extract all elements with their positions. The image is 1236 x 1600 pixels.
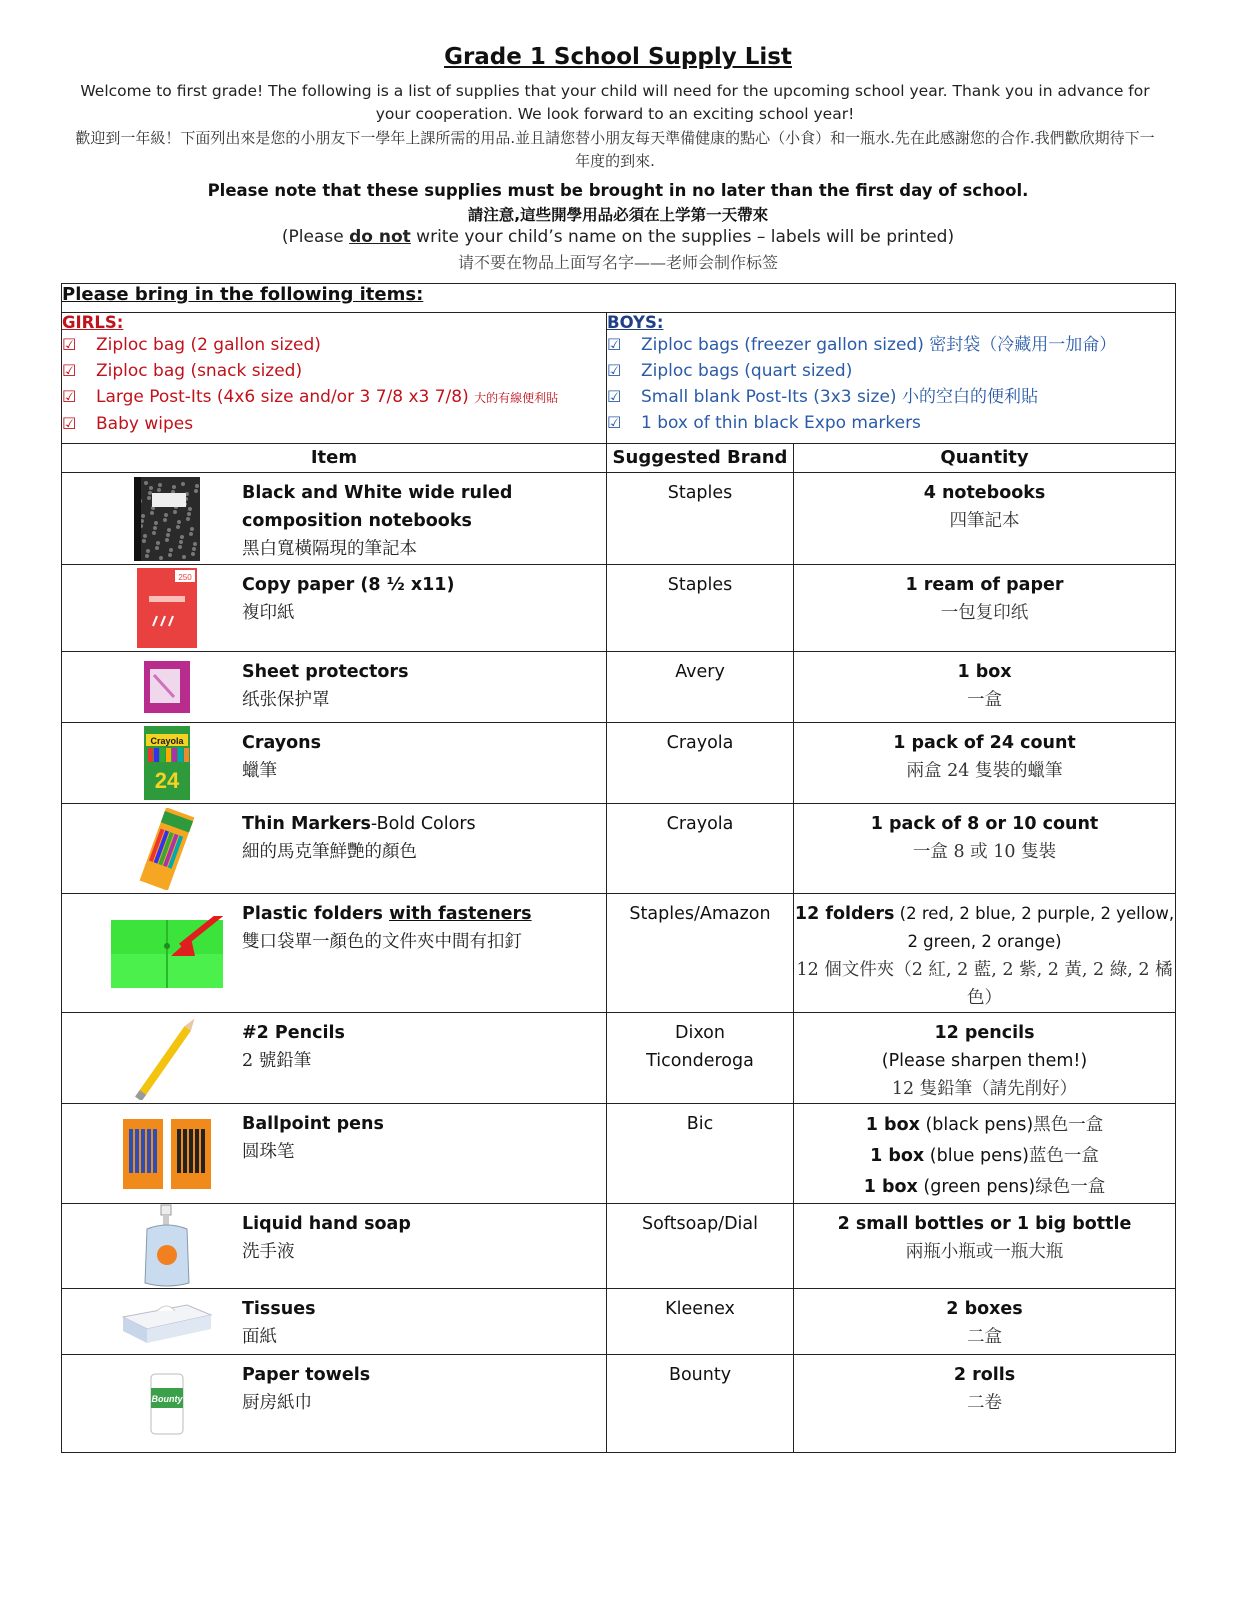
brand-cell — [607, 473, 794, 565]
item-name-en — [242, 1110, 606, 1138]
girls-item — [62, 358, 606, 384]
item-name-en — [242, 810, 606, 838]
quantity-amount: 1 box — [865, 1115, 920, 1135]
item-cell — [62, 565, 607, 652]
labels-note — [0, 227, 1236, 247]
item-name-zh: 纸张保护罩 — [242, 690, 330, 710]
quantity-detail: (green pens) — [917, 1177, 1036, 1197]
item-text — [242, 1104, 606, 1166]
table-row — [62, 1013, 1176, 1104]
quantity-amount: 1 pack of 24 count — [893, 733, 1076, 753]
item-name-zh: 面紙 — [242, 1327, 277, 1347]
quantity-cell — [794, 1104, 1176, 1204]
quantity-detail-zh: 绿色一盒 — [1035, 1177, 1106, 1197]
item-cell — [62, 1289, 607, 1355]
quantity-amount: 12 folders — [794, 904, 895, 924]
brand-cell — [607, 1013, 794, 1104]
quantity-detail-zh: 蓝色一盒 — [1028, 1146, 1099, 1166]
quantity-zh: 四筆記本 — [949, 511, 1020, 531]
tissues-icon — [92, 1297, 242, 1347]
table-row — [62, 652, 1176, 723]
quantity-cell — [794, 723, 1176, 804]
girls-title: GIRLS: — [62, 313, 124, 332]
boys-item-label: 1 box of thin black Expo markers — [641, 413, 921, 433]
quantity-main — [794, 810, 1175, 838]
quantity-zh: 一盒 8 或 10 隻裝 — [912, 842, 1057, 862]
item-name: Liquid hand soap — [242, 1214, 411, 1234]
brand-cell — [607, 894, 794, 1013]
table-row — [62, 804, 1176, 894]
item-cell — [62, 1355, 607, 1453]
quantity-cell — [794, 894, 1176, 1013]
checkbox-icon: ☑ — [607, 387, 622, 406]
girls-item-label: Ziploc bag (2 gallon sized) — [96, 335, 321, 355]
item-name: Black and White wide ruled composition notebooks — [242, 483, 513, 531]
girls-item-label: Large Post-Its (4x6 size and/or 3 7/8 x3 7/8) — [96, 387, 469, 407]
item-cell — [62, 723, 607, 804]
item-name-zh: 圆珠笔 — [242, 1142, 295, 1162]
quantity-zh: 二盒 — [967, 1327, 1002, 1347]
girls-item-label-zh: 大的有線便利貼 — [474, 391, 559, 405]
table-row — [62, 1204, 1176, 1289]
quantity-cell — [794, 1355, 1176, 1453]
item-name: #2 Pencils — [242, 1023, 345, 1043]
item-text — [242, 894, 606, 956]
item-name: Ballpoint pens — [242, 1114, 384, 1134]
quantity-line — [794, 1141, 1175, 1172]
table-header: Please bring in the following items: — [62, 284, 1176, 313]
brand-name: Staples — [667, 575, 733, 595]
boys-item-label-zh: 小的空白的便利貼 — [901, 387, 1038, 407]
item-text — [242, 473, 606, 563]
item-text — [242, 565, 606, 627]
boys-item-label: Small blank Post-Its (3x3 size) — [641, 387, 897, 407]
col-brand: Suggested Brand — [607, 444, 794, 473]
quantity-main — [794, 729, 1175, 757]
quantity-zh: 12 個文件夾（2 紅, 2 藍, 2 紫, 2 黃, 2 綠, 2 橘色） — [796, 960, 1173, 1008]
item-name-zh: 複印紙 — [242, 603, 295, 623]
item-text — [242, 1204, 606, 1266]
quantity-amount: 1 box — [870, 1146, 925, 1166]
item-name-en — [242, 1361, 606, 1389]
col-quantity: Quantity — [794, 444, 1176, 473]
item-name-en — [242, 1295, 606, 1323]
item-cell — [62, 1104, 607, 1204]
quantity-amount: 12 pencils — [934, 1023, 1035, 1043]
item-name-en — [242, 479, 606, 535]
checkbox-icon: ☑ — [607, 361, 622, 380]
brand-name-line2: Ticonderoga — [646, 1051, 754, 1071]
girls-item-label: Ziploc bag (snack sized) — [96, 361, 303, 381]
labels-note-zh: 请不要在物品上面写名字——老师会制作标签 — [457, 253, 778, 272]
table-row — [62, 1104, 1176, 1204]
item-text — [242, 1355, 606, 1417]
svg-text:24: 24 — [154, 768, 180, 793]
quantity-detail-zh: 黑色一盒 — [1033, 1115, 1104, 1135]
quantity-amount: 1 ream of paper — [905, 575, 1064, 595]
item-cell — [62, 894, 607, 1013]
quantity-amount: 2 rolls — [953, 1365, 1016, 1385]
girls-item — [62, 384, 606, 411]
table-row — [62, 565, 1176, 652]
labels-note-post: write your child’s name on the supplies – labels will be printed) — [410, 227, 955, 247]
quantity-cell — [794, 1204, 1176, 1289]
quantity-detail: (blue pens) — [924, 1146, 1029, 1166]
table-row — [62, 1355, 1176, 1453]
brand-cell — [607, 565, 794, 652]
boys-item — [607, 384, 1175, 410]
item-cell — [62, 1204, 607, 1289]
svg-text:250: 250 — [178, 573, 192, 582]
deadline-note-en: Please note that these supplies must be brought in no later than the first day of school. — [207, 181, 1029, 200]
brand-name: Softsoap/Dial — [641, 1214, 758, 1234]
item-text — [242, 723, 606, 785]
quantity-amount: 1 box — [957, 662, 1012, 682]
item-name-zh: 洗手液 — [242, 1242, 295, 1262]
soap-icon — [92, 1203, 242, 1289]
quantity-amount: 4 notebooks — [923, 483, 1046, 503]
checkbox-icon: ☑ — [607, 335, 622, 354]
labels-note-emphasis: do not — [349, 227, 411, 247]
quantity-cell — [794, 565, 1176, 652]
page-title: Grade 1 School Supply List — [444, 44, 792, 70]
brand-name: Bic — [686, 1114, 714, 1134]
table-row — [62, 894, 1176, 1013]
item-cell — [62, 1013, 607, 1104]
item-name-en — [242, 571, 606, 599]
table-row — [62, 723, 1176, 804]
quantity-detail: (black pens) — [919, 1115, 1034, 1135]
item-name-en — [242, 658, 606, 686]
crayons-icon — [92, 724, 242, 802]
quantity-main — [794, 1210, 1175, 1238]
svg-text:Crayola: Crayola — [150, 736, 184, 746]
boys-list — [607, 313, 1176, 444]
markers-icon — [92, 808, 242, 890]
item-name: Crayons — [242, 733, 322, 753]
boys-item — [607, 358, 1175, 384]
labels-note-pre: (Please — [281, 227, 350, 247]
item-name: Plastic folders — [242, 904, 390, 924]
item-name-zh: 厨房紙巾 — [242, 1393, 312, 1413]
item-name-en — [242, 900, 606, 928]
quantity-cell — [794, 652, 1176, 723]
item-name: Paper towels — [242, 1365, 371, 1385]
boys-title: BOYS: — [607, 313, 664, 332]
girls-item — [62, 411, 606, 437]
item-name: Copy paper (8 ½ x11) — [242, 575, 455, 595]
quantity-main — [794, 479, 1175, 507]
boys-item — [607, 332, 1175, 358]
checkbox-icon: ☑ — [62, 335, 77, 354]
pencil-icon — [92, 1016, 242, 1100]
quantity-zh: 一包复印纸 — [940, 603, 1029, 623]
quantity-main — [794, 1295, 1175, 1323]
brand-name: Avery — [675, 662, 725, 682]
quantity-amount: 2 boxes — [946, 1299, 1023, 1319]
item-name-detail: -Bold Colors — [370, 814, 476, 834]
item-name-en — [242, 1019, 606, 1047]
quantity-main — [794, 1019, 1175, 1047]
brand-name: Crayola — [666, 814, 734, 834]
brand-cell — [607, 723, 794, 804]
brand-name: Bounty — [668, 1365, 732, 1385]
item-cell — [62, 652, 607, 723]
quantity-line — [794, 1172, 1175, 1203]
quantity-cell — [794, 1289, 1176, 1355]
item-name-zh: 2 號鉛筆 — [242, 1051, 312, 1071]
quantity-main — [794, 900, 1175, 956]
brand-cell — [607, 1355, 794, 1453]
item-name: Sheet protectors — [242, 662, 409, 682]
quantity-amount: 2 small bottles or 1 big bottle — [837, 1214, 1132, 1234]
brand-cell — [607, 652, 794, 723]
girls-item — [62, 332, 606, 358]
item-text — [242, 1289, 606, 1351]
boys-item-label-zh: 密封袋（冷藏用一加侖） — [929, 335, 1117, 355]
checkbox-icon: ☑ — [607, 413, 622, 432]
brand-name: Crayola — [666, 733, 734, 753]
item-cell — [62, 473, 607, 565]
sheet-protector-icon — [92, 659, 242, 715]
notebook-icon — [92, 475, 242, 563]
item-text — [242, 1013, 606, 1075]
quantity-cell — [794, 804, 1176, 894]
item-name-zh: 雙口袋單一顏色的文件夾中間有扣釘 — [242, 932, 522, 952]
item-name-en — [242, 1210, 606, 1238]
boys-item-label: Ziploc bags (freezer gallon sized) — [641, 335, 924, 355]
item-name-zh: 蠟筆 — [242, 761, 277, 781]
quantity-cell — [794, 473, 1176, 565]
brand-name: Staples/Amazon — [629, 904, 771, 924]
item-name-zh: 細的馬克筆鮮艷的顏色 — [242, 842, 417, 862]
intro-english: Welcome to first grade! The following is a list of supplies that your child will need for the upcoming school year. Thank you in advance for your cooperation. We look forward to an exciting school year! — [80, 82, 1150, 123]
item-name: Thin Markers — [242, 814, 371, 834]
col-item: Item — [62, 444, 607, 473]
item-cell — [62, 804, 607, 894]
table-row — [62, 473, 1176, 565]
checkbox-icon: ☑ — [62, 361, 77, 380]
checkbox-icon: ☑ — [62, 414, 77, 433]
brand-cell — [607, 1104, 794, 1204]
quantity-main — [794, 658, 1175, 686]
quantity-amount: 1 box — [863, 1177, 918, 1197]
brand-cell — [607, 804, 794, 894]
checkbox-icon: ☑ — [62, 387, 77, 406]
quantity-zh: 兩盒 24 隻裝的蠟筆 — [906, 761, 1063, 781]
paper-towels-icon — [92, 1370, 242, 1438]
intro-chinese: 歡迎到一年級！下面列出來是您的小朋友下一學年上課所需的用品.並且請您替小朋友每天準備健康的點心（小食）和一瓶水.先在此感謝您的合作.我們歡欣期待下一年度的到來. — [75, 129, 1155, 170]
quantity-cell — [794, 1013, 1176, 1104]
brand-name: Staples — [667, 483, 733, 503]
copy-paper-icon — [92, 566, 242, 650]
item-text — [242, 652, 606, 714]
quantity-line — [794, 1110, 1175, 1141]
item-name-underlined: with fasteners — [389, 904, 532, 924]
boys-item-label: Ziploc bags (quart sized) — [641, 361, 853, 381]
pens-icon — [92, 1115, 242, 1193]
item-text — [242, 804, 606, 866]
quantity-main — [794, 1361, 1175, 1389]
brand-cell — [607, 1289, 794, 1355]
item-name: Tissues — [242, 1299, 316, 1319]
brand-cell — [607, 1204, 794, 1289]
quantity-main — [794, 571, 1175, 599]
brand-name: Dixon — [675, 1023, 725, 1043]
svg-text:Bounty: Bounty — [151, 1393, 183, 1404]
quantity-amount: 1 pack of 8 or 10 count — [870, 814, 1099, 834]
quantity-zh: 兩瓶小瓶或一瓶大瓶 — [905, 1242, 1064, 1262]
quantity-zh: 12 隻鉛筆（請先削好） — [891, 1079, 1078, 1099]
item-name-en — [242, 729, 606, 757]
quantity-detail: (2 red, 2 blue, 2 purple, 2 yellow, 2 green, 2 orange) — [894, 904, 1175, 951]
supply-table — [61, 283, 1176, 1453]
brand-name: Kleenex — [665, 1299, 735, 1319]
boys-item — [607, 410, 1175, 436]
table-row — [62, 1289, 1176, 1355]
folder-icon — [92, 916, 242, 990]
quantity-note: (Please sharpen them!) — [881, 1051, 1088, 1071]
item-name-zh: 黑白寬橫隔現的筆記本 — [242, 539, 417, 559]
quantity-zh: 一盒 — [967, 690, 1002, 710]
deadline-note-zh: 請注意,這些開學用品必須在上学第一天帶來 — [467, 206, 769, 224]
quantity-zh: 二卷 — [967, 1393, 1002, 1413]
girls-list — [62, 313, 607, 444]
girls-item-label: Baby wipes — [96, 414, 194, 434]
